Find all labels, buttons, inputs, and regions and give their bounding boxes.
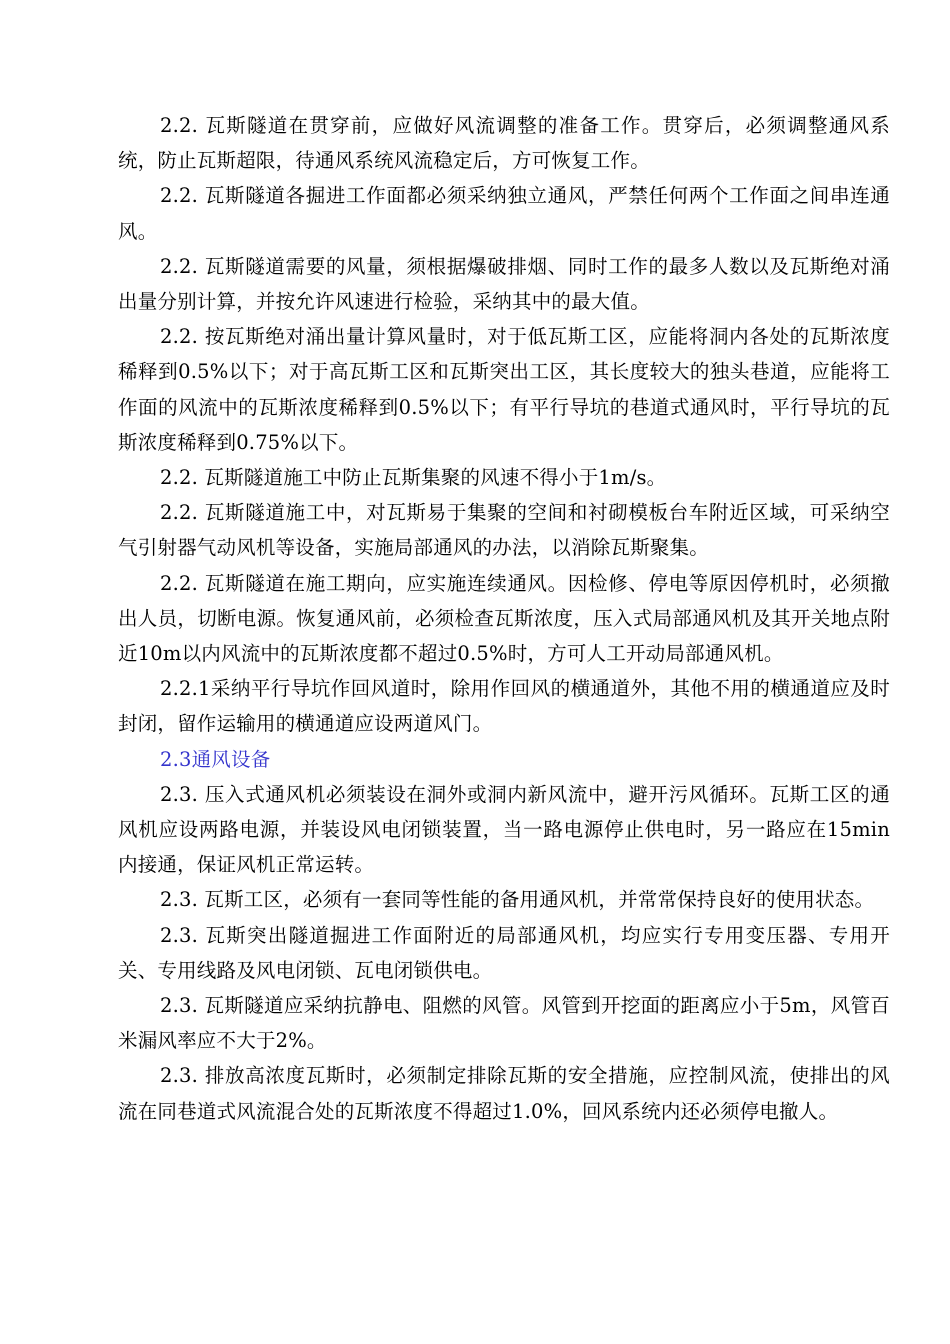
paragraph-air-volume: 2.2. 瓦斯隧道需要的风量，须根据爆破排烟、同时工作的最多人数以及瓦斯绝对涌出量分别计算，并按允许风速进行检验，采纳其中的最大值。 — [118, 254, 890, 314]
paragraph-wind-speed: 2.2. 瓦斯隧道施工中防止瓦斯集聚的风速不得小于1m/s。 — [160, 466, 667, 490]
paragraph-air-duct: 2.3. 瓦斯隧道应采纳抗静电、阻燃的风管。风管到开挖面的距离应小于5m，风管百米漏风率应不大于2%。 — [118, 994, 890, 1053]
paragraph-ventilation-adjustment: 2.2. 瓦斯隧道在贯穿前，应做好风流调整的准备工作。贯穿后，必须调整通风系统，防止瓦斯超限，待通风系统风流稳定后，方可恢复工作。 — [118, 114, 890, 173]
document-body — [118, 108, 890, 1129]
paragraph-backup-fan: 2.3. 瓦斯工区，必须有一套同等性能的备用通风机，并常常保持良好的使用状态。 — [160, 888, 875, 912]
paragraph-forced-fan: 2.3. 压入式通风机必须装设在洞外或洞内新风流中，避开污风循环。瓦斯工区的通风机应设两路电源，并装设风电闭锁装置，当一路电源停止供电时，另一路应在15min内接通，保证风机正常运转。 — [118, 782, 890, 877]
paragraph-gas-discharge: 2.3. 排放高浓度瓦斯时，必须制定排除瓦斯的安全措施，应控制风流，使排出的风流在同巷道式风流混合处的瓦斯浓度不得超过1.0%，回风系统内还必须停电撤人。 — [118, 1064, 890, 1123]
paragraph-local-ventilation: 2.2. 瓦斯隧道施工中，对瓦斯易于集聚的空间和衬砌模板台车附近区域，可采纳空气引射器气动风机等设备，实施局部通风的办法，以消除瓦斯聚集。 — [118, 501, 890, 560]
paragraph-gas-dilution: 2.2. 按瓦斯绝对涌出量计算风量时，对于低瓦斯工区，应能将洞内各处的瓦斯浓度稀释到0.5%以下；对于高瓦斯工区和瓦斯突出工区，其长度较大的独头巷道，应能将工作面的风流中的瓦斯浓度稀释到0.5%以下；有平行导坑的巷道式通风时，平行导坑的瓦斯浓度稀释到0.75%以下。 — [118, 325, 890, 454]
paragraph-continuous-ventilation: 2.2. 瓦斯隧道在施工期向，应实施连续通风。因检修、停电等原因停机时，必须撤出人员，切断电源。恢复通风前，必须检查瓦斯浓度，压入式局部通风机及其开关地点附近10m以内风流中的瓦斯浓度都不超过0.5%时，方可人工开动局部通风机。 — [118, 571, 890, 666]
paragraph-dedicated-power: 2.3. 瓦斯突出隧道掘进工作面附近的局部通风机，均应实行专用变压器、专用开关、专用线路及风电闭锁、瓦电闭锁供电。 — [118, 923, 890, 982]
paragraph-parallel-pilot-tunnel: 2.2.1采纳平行导坑作回风道时，除用作回风的横通道外，其他不用的横通道应及时封闭，留作运输用的横通道应设两道风门。 — [118, 677, 890, 736]
section-heading-ventilation-equipment: 2.3通风设备 — [160, 747, 271, 771]
paragraph-independent-ventilation: 2.2. 瓦斯隧道各掘进工作面都必须采纳独立通风，严禁任何两个工作面之间串连通风。 — [118, 184, 890, 243]
